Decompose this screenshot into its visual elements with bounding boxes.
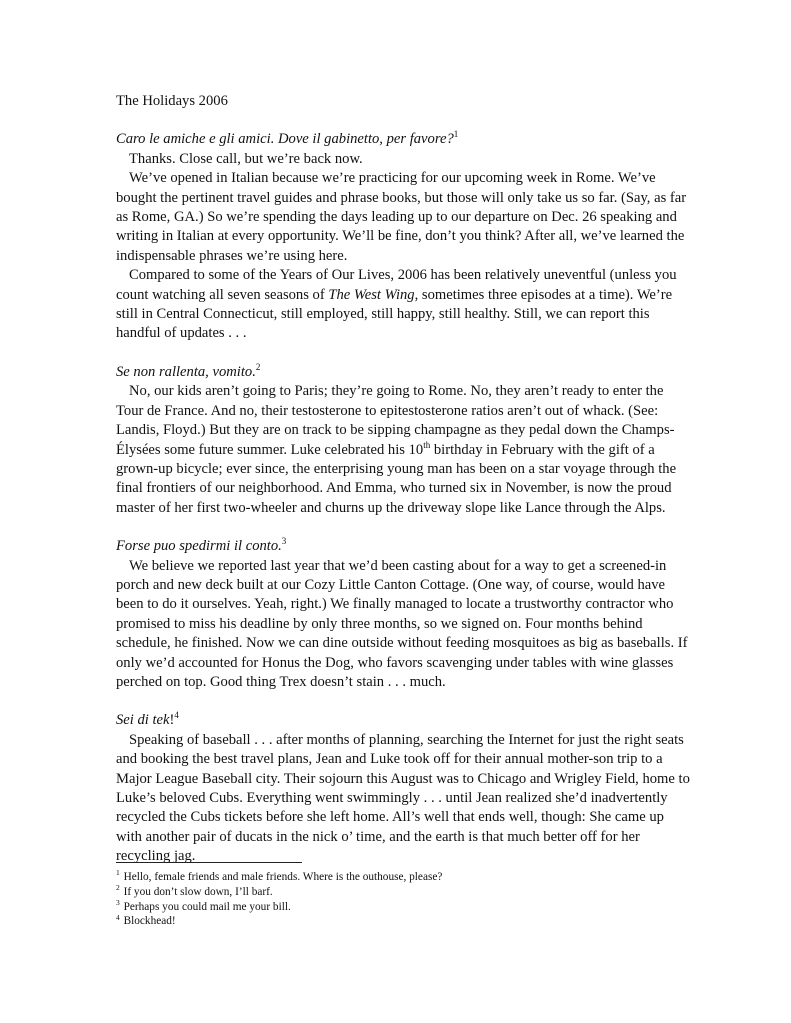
heading-text: Sei di tek <box>116 712 170 729</box>
footnote <box>116 870 616 885</box>
show-title: The West Wing <box>328 286 415 303</box>
paragraph: Speaking of baseball . . . after months of planning, searching the Internet for just the right seats and booking the best travel plans, Jean and Luke took off for their annual mother-son trip to a Major League Baseball city. Their sojourn this August was to Chicago and Wrigley Field, home to Luke’s beloved Cubs. Everything went swimmingly . . . until Jean realized she’d inadvertently recycled the Cubs tickets before she left home. All’s well that ends well, though: She came up with another pair of ducats in the nick o’ time, and the earth is that much better off for her recycling jag. <box>116 731 690 865</box>
section-bicycles <box>116 363 690 518</box>
paragraph-text: birthday in February with the gift of a grown-up bicycle; ever since, the enterprising young man has been on a star voyage through the final frontiers of our neighborhood. And Emma, who turned six in November, is now the proud master of her first two-wheeler and churns up the driveway slope like Lance through the Alps. <box>116 441 677 516</box>
footnote-number: 4 <box>116 912 120 922</box>
heading-text: Se non rallenta, vomito. <box>116 363 256 380</box>
section-porch <box>116 537 690 692</box>
footnote <box>116 914 616 929</box>
footnote <box>116 885 616 900</box>
footnote-ref[interactable]: 2 <box>255 362 261 373</box>
letter-title: The Holidays 2006 <box>116 93 228 109</box>
footnote-ref[interactable]: 4 <box>174 710 179 721</box>
footnote-text: Perhaps you could mail me your bill. <box>123 900 291 913</box>
footnote-divider <box>116 862 302 863</box>
footnote-number: 1 <box>116 868 120 878</box>
footnote-number: 2 <box>116 883 120 893</box>
section-heading <box>116 711 690 730</box>
footnote-ref[interactable]: 3 <box>281 536 287 547</box>
footnote-text: Hello, female friends and male friends. Where is the outhouse, please? <box>123 871 443 883</box>
section-heading <box>116 130 690 149</box>
section-baseball <box>116 711 690 866</box>
footnote-text: Blockhead! <box>123 915 176 928</box>
paragraph: We believe we reported last year that we’d been casting about for a way to get a screened-in porch and new deck built at our Cozy Little Canton Cottage. (One way, of course, would have been to do it ourselves. Yeah, right.) We finally managed to locate a trustworthy contractor who promised to miss his deadline by only three months, so we signed on. Four months behind schedule, he finished. Now we can dine outside without feeding mosquitoes as big as baseballs. If only we’d accounted for Honus the Dog, who favors scavenging under tables with wine glasses perched on top. Good thing Trex doesn’t stain . . . much. <box>116 557 688 690</box>
footnotes <box>116 870 616 929</box>
paragraph-text: No, our kids aren’t going to Paris; they’re going to Rome. No, they aren’t ready to enter the Tour de France. And no, their testosterone to epitestosterone ratios aren’t out of whack. (See: Landis, Floyd.) But they are on track to be sipping champagne as they pedal down the Champs-Élysées some future summer. Luke celebrated his 10 <box>116 383 675 458</box>
section-heading <box>116 537 690 556</box>
letter-body <box>116 92 690 886</box>
footnote <box>116 897 616 915</box>
footnote-number: 3 <box>116 897 120 907</box>
paragraph: Thanks. Close call, but we’re back now. <box>129 150 363 167</box>
heading-text: Forse puo spedirmi il conto. <box>116 538 282 555</box>
section-italian-greeting <box>116 130 690 343</box>
paragraph-text: Compared to some of the Years of Our Lives, 2006 has been relatively uneventful (unless you count watching all seven seasons of <box>116 267 677 303</box>
footnote-ref[interactable]: 1 <box>453 129 459 140</box>
section-heading <box>116 363 690 382</box>
footnote-text: If you don’t slow down, I’ll barf. <box>123 885 273 898</box>
paragraph-text: , sometimes three episodes at a time). We’re still in Central Connecticut, still employed, still happy, still healthy. Still, we can report this handful of updates . . . <box>116 286 673 342</box>
paragraph: We’ve opened in Italian because we’re practicing for our upcoming week in Rome. We’ve bought the pertinent travel guides and phrase books, but those will only take us so far. (Say, as far as Rome, GA.) So we’re spending the days leading up to our departure on Dec. 26 speaking and writing in Italian at every opportunity. We’ll be fine, don’t you think? After all, we’ve learned the indispensable phrases we’re using here. <box>116 170 687 264</box>
ordinal-suffix: th <box>423 439 431 450</box>
heading-punctuation: ! <box>169 712 175 729</box>
paragraph <box>116 382 690 518</box>
paragraph <box>116 266 690 344</box>
heading-text: Caro le amiche e gli amici. Dove il gabinetto, per favore? <box>116 131 454 148</box>
